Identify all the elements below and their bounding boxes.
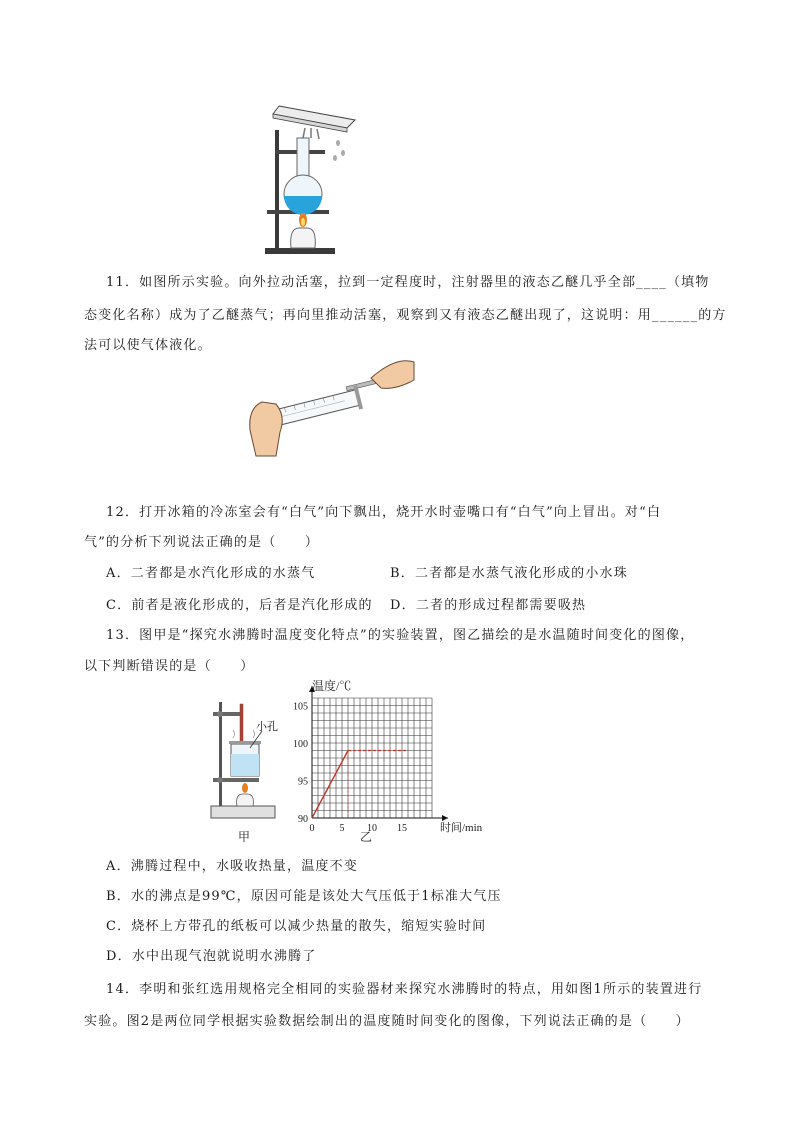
- x-tick-label: 15: [397, 823, 407, 834]
- chart-x-label: 时间/min: [440, 822, 483, 834]
- q14-text-line-2: 实验。图2是两位同学根据实验数据绘制出的温度随时间变化的图像，下列说法正确的是（ ）: [84, 1014, 690, 1029]
- x-tick-label: 5: [339, 823, 345, 834]
- y-tick-label: 95: [298, 776, 308, 788]
- q12-option-b: B．二者都是水蒸气液化形成的小水珠: [390, 566, 628, 581]
- x-tick-label: 10: [367, 823, 377, 834]
- q12-option-c: C．前者是液化形成的，后者是汽化形成的: [106, 598, 373, 613]
- q13-option-a: A．沸腾过程中，水吸收热量，温度不变: [106, 859, 358, 874]
- q12-option-d: D．二者的形成过程都需要吸热: [390, 598, 587, 613]
- y-tick-label: 90: [298, 814, 308, 825]
- chart-grid: [312, 698, 432, 818]
- boiling-apparatus-figure: [205, 698, 281, 824]
- q13-option-b: B．水的沸点是99℃，原因可能是该处大气压低于1标准大气压: [106, 889, 502, 904]
- q13-option-d: D．水中出现气泡就说明水沸腾了: [106, 949, 317, 964]
- q11-text-line-3: 法可以使气体液化。: [84, 338, 212, 353]
- q12-text-line-1: 12．打开冰箱的冷冻室会有“白气”向下飘出，烧开水时壶嘴口有“白气”向上冒出。对“白: [106, 505, 662, 520]
- q12-option-a: A．二者都是水汽化形成的水蒸气: [106, 566, 316, 581]
- x-tick-label: 0: [309, 823, 315, 834]
- chart-caption: 乙: [360, 830, 373, 844]
- chart-y-label: 温度/℃: [312, 679, 352, 693]
- y-tick-label: 105: [293, 701, 308, 713]
- y-tick-label: 100: [293, 739, 308, 750]
- q13-text-line-2: 以下判断错误的是（ ）: [84, 659, 255, 674]
- temperature-time-chart: [288, 676, 488, 844]
- flask-apparatus-figure: [255, 98, 365, 258]
- q11-text-line-1: 11．如图所示实验。向外拉动活塞，拉到一定程度时，注射器里的液态乙醚几乎全部____（填物: [106, 275, 710, 290]
- label-small-hole: 小孔: [256, 720, 278, 733]
- small-hole-pointer: [248, 730, 268, 750]
- q14-text-line-1: 14．李明和张红选用规格完全相同的实验器材来探究水沸腾时的特点，用如图1所示的装置进行: [106, 982, 703, 997]
- x-axis-arrow: [442, 815, 448, 821]
- figure-label-jia: 甲: [238, 830, 251, 844]
- q12-text-line-2: 气”的分析下列说法正确的是（ ）: [84, 535, 320, 550]
- q13-text-line-1: 13．图甲是“探究水沸腾时温度变化特点”的实验装置，图乙描绘的是水温随时间变化的图像，: [106, 628, 695, 643]
- q13-option-c: C．烧杯上方带孔的纸板可以减少热量的散失，缩短实验时间: [106, 919, 487, 934]
- syringe-figure: [246, 350, 416, 458]
- q11-text-line-2: 态变化名称）成为了乙醚蒸气；再向里推动活塞，观察到又有液态乙醚出现了，这说明：用______的方: [84, 308, 727, 323]
